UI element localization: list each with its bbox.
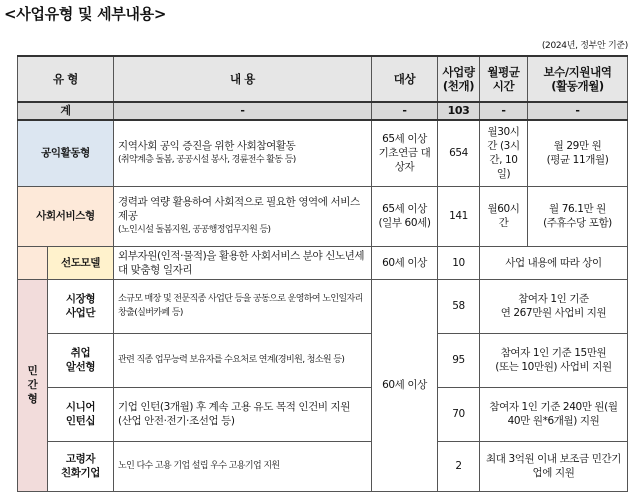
content-social-line1: 경력과 역량 활용하여 사회적으로 필요한 영역에 서비스 제공 <box>118 196 360 222</box>
header-hours-line1: 월평균 <box>487 65 520 79</box>
program-table <box>17 55 628 492</box>
total-hours: - <box>480 102 528 120</box>
pay-market <box>480 279 628 333</box>
type-friendly <box>48 441 114 491</box>
type-market-line1: 시장형 <box>65 293 96 305</box>
header-pay <box>528 56 628 102</box>
type-social: 사회서비스형 <box>18 186 114 246</box>
amount-public: 654 <box>438 120 480 186</box>
content-public <box>114 120 372 186</box>
total-label: 계 <box>18 102 114 120</box>
pilot-spacer <box>18 246 48 279</box>
total-pay: - <box>528 102 628 120</box>
pay-placement-line1: 참여자 1인 기준 15만원 <box>500 347 607 359</box>
pay-social-line1: 월 76.1만 원 <box>549 203 606 215</box>
type-senior-line2: 인턴십 <box>65 415 96 427</box>
header-amount-line1: 사업량 <box>442 65 475 79</box>
content-pilot: 외부자원(인적·물적)을 활용한 사회서비스 분야 신노년세대 맞춤형 일자리 <box>114 246 372 279</box>
header-type: 유 형 <box>18 56 114 102</box>
content-senior-line2: (산업 안전·전기·조선업 등) <box>118 415 235 427</box>
type-placement-line1: 취업 <box>70 347 91 359</box>
total-content: - <box>114 102 372 120</box>
table-row-placement <box>18 333 628 387</box>
type-placement <box>48 333 114 387</box>
table-row-social <box>18 186 628 246</box>
content-friendly: 노인 다수 고용 기업 설립 우수 고용기업 지원 <box>114 441 372 491</box>
pay-market-line2: 연 267만원 사업비 지원 <box>500 307 607 319</box>
type-public: 공익활동형 <box>18 120 114 186</box>
header-amount <box>438 56 480 102</box>
pay-social-line2: (주휴수당 포함) <box>543 217 612 229</box>
content-public-line1: 지역사회 공익 증진을 위한 사회참여활동 <box>118 140 296 153</box>
pay-market-line1: 참여자 1인 기준 <box>518 293 589 305</box>
amount-pilot: 10 <box>438 246 480 279</box>
pay-public <box>528 120 628 186</box>
type-market-line2: 사업단 <box>65 307 96 319</box>
target-pilot: 60세 이상 <box>372 246 438 279</box>
total-row <box>18 102 628 120</box>
type-market <box>48 279 114 333</box>
type-pilot: 선도모델 <box>48 246 114 279</box>
table-row-market <box>18 279 628 333</box>
total-target: - <box>372 102 438 120</box>
hours-social: 월60시간 <box>480 186 528 246</box>
amount-placement: 95 <box>438 333 480 387</box>
header-amount-line2: (천개) <box>442 79 475 93</box>
content-senior <box>114 387 372 441</box>
header-row <box>18 56 628 102</box>
content-senior-line1: 기업 인턴(3개월) 후 계속 고용 유도 목적 인건비 지원 <box>118 401 351 413</box>
table-row-pilot <box>18 246 628 279</box>
pay-public-line2: (평균 11개월) <box>546 154 609 167</box>
pay-senior: 참여자 1인 기준 240만 원(월 40만 원*6개월) 지원 <box>480 387 628 441</box>
content-market: 소규모 매장 및 전문직종 사업단 등을 공동으로 운영하여 노인일자리 창출(실버카페 등) <box>114 279 372 333</box>
header-pay-line1: 보수/지원내역 <box>543 65 612 79</box>
amount-friendly: 2 <box>438 441 480 491</box>
header-pay-line2: (활동개월) <box>551 79 604 93</box>
type-senior-line1: 시니어 <box>65 401 96 413</box>
basis-note: (2024년, 정부안 기준) <box>541 41 628 51</box>
table-row-senior <box>18 387 628 441</box>
header-hours-line2: 시간 <box>492 79 515 93</box>
content-social <box>114 186 372 246</box>
total-amount: 103 <box>438 102 480 120</box>
pay-social <box>528 186 628 246</box>
amount-senior: 70 <box>438 387 480 441</box>
private-char-3: 형 <box>27 393 38 405</box>
target-private: 60세 이상 <box>372 279 438 491</box>
table-row-public <box>18 120 628 186</box>
type-placement-line2: 알선형 <box>65 361 96 373</box>
content-social-line2: (노인시설 돌봄지원, 공공행정업무지원 등) <box>118 225 271 235</box>
target-social: 65세 이상 (일부 60세) <box>372 186 438 246</box>
pay-placement-line2: (또는 10만원) 사업비 지원 <box>495 361 612 373</box>
content-placement: 관련 직종 업무능력 보유자를 수요처로 연계(경비원, 청소원 등) <box>114 333 372 387</box>
amount-social: 141 <box>438 186 480 246</box>
header-hours <box>480 56 528 102</box>
hours-public: 월30시간 (3시간, 10일) <box>480 120 528 186</box>
pay-pilot: 사업 내용에 따라 상이 <box>480 246 628 279</box>
type-private-group <box>18 279 48 491</box>
pay-public-line1: 월 29만 원 <box>553 140 602 153</box>
private-char-1: 민 <box>27 365 38 377</box>
amount-market: 58 <box>438 279 480 333</box>
target-public: 65세 이상 기초연금 대상자 <box>372 120 438 186</box>
type-friendly-line1: 고령자 <box>65 453 96 465</box>
type-senior <box>48 387 114 441</box>
private-char-2: 간 <box>27 379 38 391</box>
type-friendly-line2: 친화기업 <box>61 467 100 479</box>
table-row-friendly <box>18 441 628 491</box>
pay-friendly: 최대 3억원 이내 보조금 민간기업에 지원 <box>480 441 628 491</box>
page-title: <사업유형 및 세부내용> <box>4 5 167 23</box>
content-public-line2: (취약계층 돌봄, 공공시설 봉사, 경륜전수 활동 등) <box>118 155 296 166</box>
header-target: 대상 <box>372 56 438 102</box>
header-content: 내 용 <box>114 56 372 102</box>
pay-placement <box>480 333 628 387</box>
